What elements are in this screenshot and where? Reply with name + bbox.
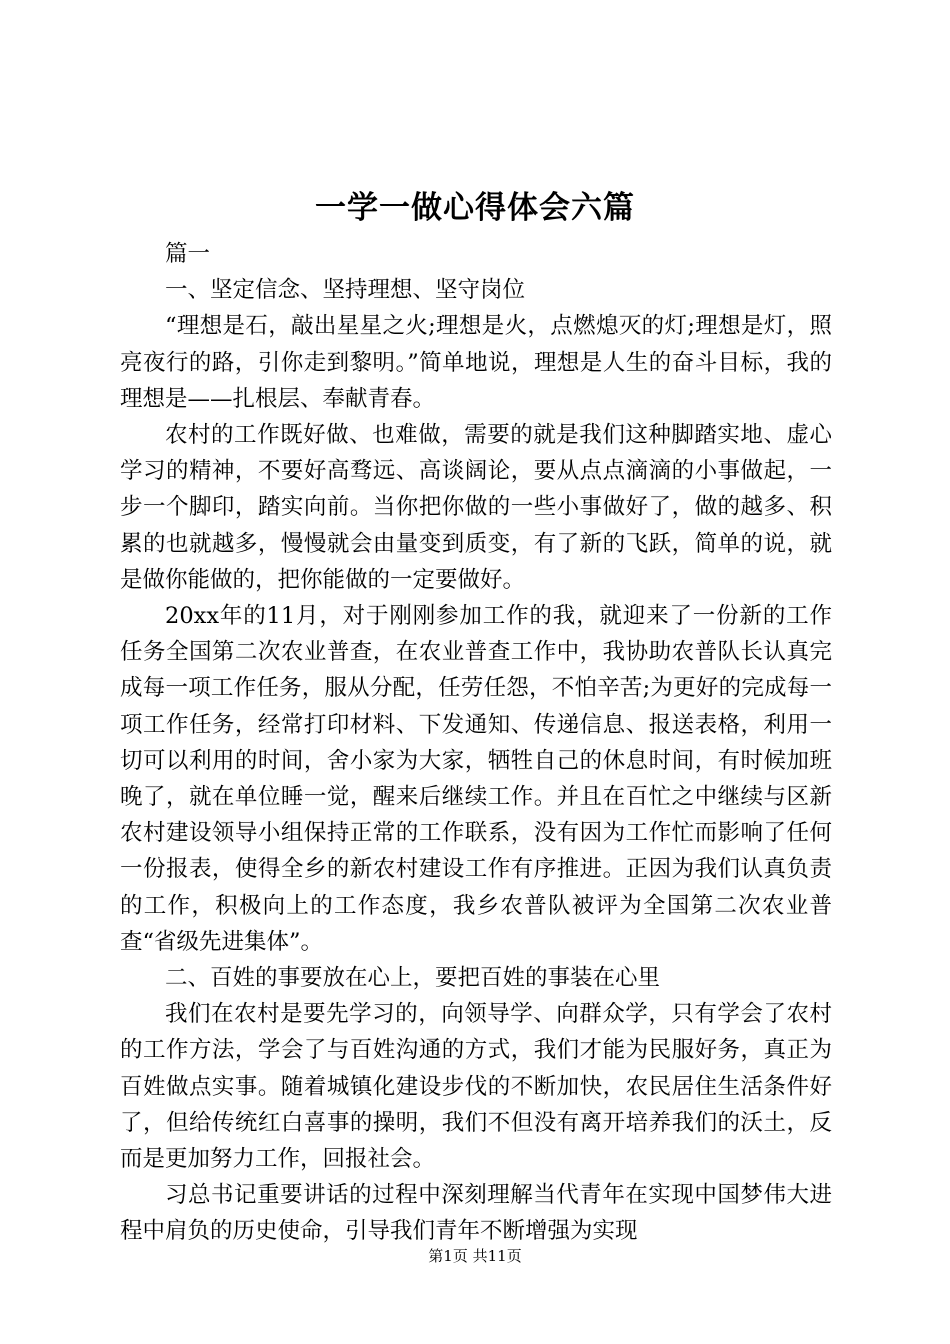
page-number-footer: 第1页 共11页 (428, 1247, 522, 1265)
body-paragraph: 习总书记重要讲话的过程中深刻理解当代青年在实现中国梦伟大进程中肩负的历史使命，引导我们青年不断增强为实现 (120, 1182, 832, 1245)
section-heading: 篇一 (165, 241, 211, 267)
subsection-heading: 二、百姓的事要放在心上，要把百姓的事装在心里 (165, 965, 661, 992)
body-paragraph: “理想是石，敲出星星之火;理想是火，点燃熄灭的灯;理想是灯，照亮夜行的路，引你走到黎明。”简单地说，理想是人生的奋斗目标，我的理想是——扎根层、奉献青春。 (120, 313, 832, 412)
document-body (120, 236, 832, 1250)
body-paragraph: 20xx年的11月，对于刚刚参加工作的我，就迎来了一份新的工作任务全国第二次农业普查，在农业普查工作中，我协助农普队长认真完成每一项工作任务，服从分配，任劳任怨，不怕辛苦;为更好的完成每一项工作任务，经常打印材料、下发通知、传递信息、报送表格，利用一切可以利用的时间，舍小家为大家，牺牲自己的休息时间，有时候加班晚了，就在单位睡一觉，醒来后继续工作。并且在百忙之中继续与区新农村建设领导小组保持正常的工作联系，没有因为工作忙而影响了任何一份报表，使得全乡的新农村建设工作有序推进。正因为我们认真负责的工作，积极向上的工作态度，我乡农普队被评为全国第二次农业普查“省级先进集体”。 (120, 603, 832, 955)
subsection-heading: 一、坚定信念、坚持理想、坚守岗位 (165, 277, 526, 304)
document-title: 一学一做心得体会六篇 (315, 190, 635, 226)
body-paragraph: 农村的工作既好做、也难做，需要的就是我们这种脚踏实地、虚心学习的精神，不要好高骛远、高谈阔论，要从点点滴滴的小事做起，一步一个脚印，踏实向前。当你把你做的一些小事做好了，做的越多、积累的也就越多，慢慢就会由量变到质变，有了新的飞跃，简单的说，就是做你能做的，把你能做的一定要做好。 (120, 422, 832, 593)
body-paragraph: 我们在农村是要先学习的，向领导学、向群众学，只有学会了农村的工作方法，学会了与百姓沟通的方式，我们才能为民服好务，真正为百姓做点实事。随着城镇化建设步伐的不断加快，农民居住生活条件好了，但给传统红白喜事的操明，我们不但没有离开培养我们的沃土，反而是更加努力工作，回报社会。 (120, 1001, 832, 1173)
